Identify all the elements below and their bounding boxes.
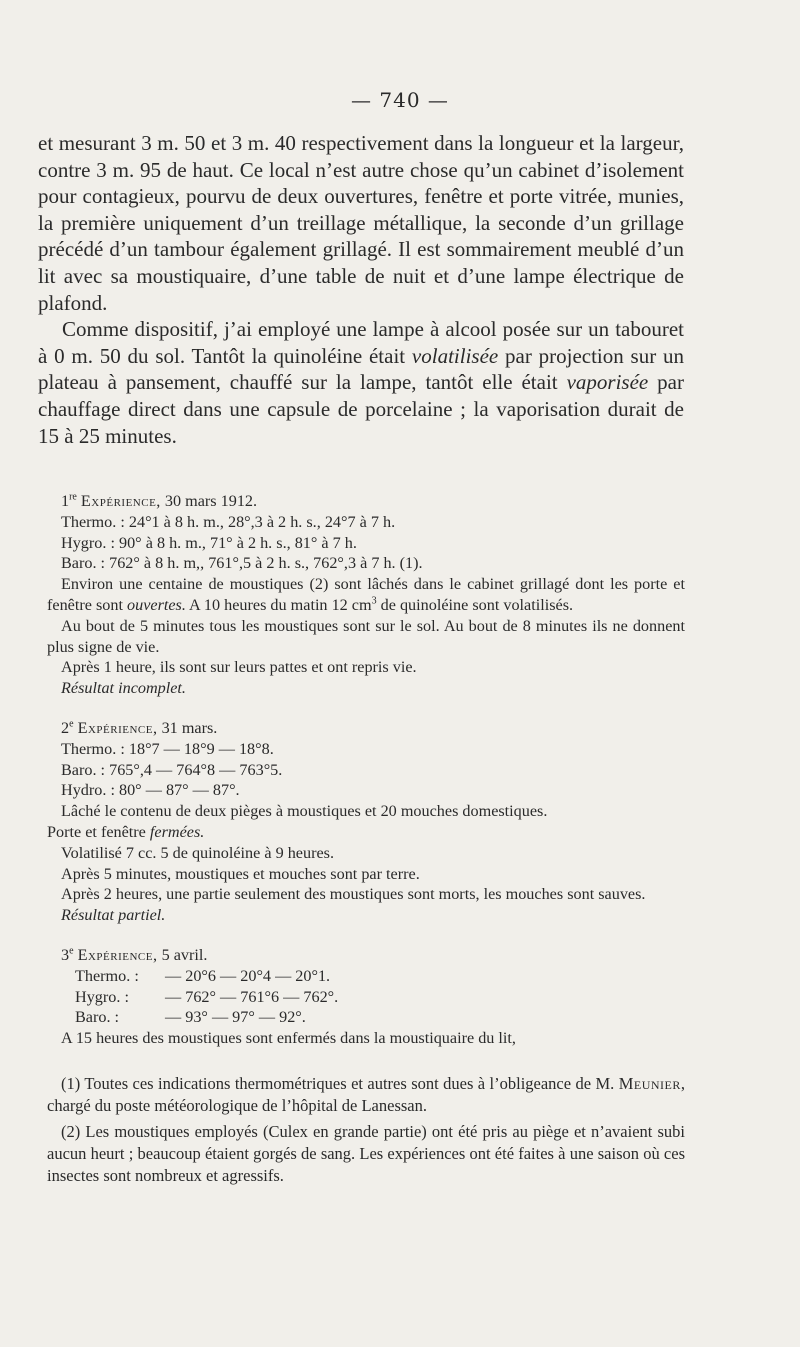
exp1-heading: 1re Expérience, 30 mars 1912. [61, 491, 258, 510]
exp1-hygro: Hygro. : 90° à 8 h. m., 71° à 2 h. s., 81° à 7 h. [61, 533, 357, 552]
exp1-text-3: Après 1 heure, ils sont sur leurs pattes et ont repris vie. [61, 658, 417, 677]
exp3-hygro: Hygro. : — 762° — 761°6 — 762°. [75, 987, 339, 1006]
experiment-3 [47, 945, 685, 1049]
footnotes [47, 1073, 685, 1187]
exp2-baro: Baro. : 765°,4 — 764°8 — 763°5. [61, 760, 283, 779]
exp2-text-5: Après 2 heures, une partie seulement des moustiques sont morts, les mouches sont sauves. [61, 885, 646, 904]
exp2-text-4: Après 5 minutes, moustiques et mouches sont par terre. [61, 864, 420, 883]
exp2-text-3: Volatilisé 7 cc. 5 de quinoléine à 9 heures. [61, 843, 335, 862]
exp1-thermo: Thermo. : 24°1 à 8 h. m., 28°,3 à 2 h. s., 24°7 à 7 h. [61, 512, 396, 531]
exp2-text-1: Lâché le contenu de deux pièges à moustiques et 20 mouches domestiques. [61, 802, 548, 821]
exp3-heading: 3e Expérience, 5 avril. [61, 945, 208, 964]
exp3-baro: Baro. : — 93° — 97° — 92°. [75, 1008, 306, 1027]
footnote-2: (2) Les moustiques employés (Culex en grande partie) ont été pris au piège et n’avaient subi aucun heurt ; beaucoup étaient gorgés de sang. Les expériences ont été faites à une saison où ces insectes sont nombreux et agressifs. [47, 1121, 685, 1186]
exp2-result: Résultat partiel. [61, 906, 166, 925]
paragraph-1: et mesurant 3 m. 50 et 3 m. 40 respectivement dans la longueur et la largeur, contre 3 m. 95 de haut. Ce local n’est autre chose qu’un cabinet d’isolement pour contagieux, pourvu de deux ouvertures, fenêtre et porte vitrée, munies, la première uniquement d’un treillage métallique, la seconde d’un grillage précédé d’un tambour également grillagé. Il est sommairement meublé d’un lit avec sa moustiquaire, d’une table de nuit et d’une lampe électrique de plafond. [38, 131, 684, 315]
experiment-1 [47, 491, 685, 699]
exp2-hydro: Hydro. : 80° — 87° — 87°. [61, 781, 240, 800]
footnote-1: (1) Toutes ces indications thermométriques et autres sont dues à l’obligeance de M. Meunier, chargé du poste météorologique de l’hôpital de Lanessan. [47, 1074, 685, 1116]
page-number: — 740 — [351, 88, 449, 112]
paragraph-2: Comme dispositif, j’ai employé une lampe à alcool posée sur un tabouret à 0 m. 50 du sol. Tantôt la quinoléine était volatilisée par projection sur un plateau à pansement, chauffé sur la lampe, tantôt elle était vaporisée par chauffage direct dans une capsule de porcelaine ; la vaporisation durait de 15 à 25 minutes. [38, 317, 684, 448]
exp2-thermo: Thermo. : 18°7 — 18°9 — 18°8. [61, 739, 274, 758]
exp1-text-1: Environ une centaine de moustiques (2) sont lâchés dans le cabinet grillagé dont les porte et fenêtre sont ouvertes. A 10 heures du matin 12 $cm^3$ de quinoléine sont volatilisés. [47, 575, 685, 614]
experiment-2 [47, 718, 685, 926]
exp1-baro: Baro. : 762° à 8 h. m,, 761°,5 à 2 h. s., 762°,3 à 7 h. (1). [61, 554, 423, 573]
exp3-thermo: Thermo. : — 20°6 — 20°4 — 20°1. [75, 966, 331, 985]
main-text [38, 130, 684, 449]
exp1-result: Résultat incomplet. [61, 679, 186, 698]
exp2-text-2: Porte et fenêtre fermées. [47, 822, 205, 841]
exp3-text-1: A 15 heures des moustiques sont enfermés dans la moustiquaire du lit, [61, 1029, 516, 1048]
exp1-text-2: Au bout de 5 minutes tous les moustiques sont sur le sol. Au bout de 8 minutes ils ne donnent plus signe de vie. [47, 616, 685, 656]
exp2-heading: 2e Expérience, 31 mars. [61, 718, 218, 737]
